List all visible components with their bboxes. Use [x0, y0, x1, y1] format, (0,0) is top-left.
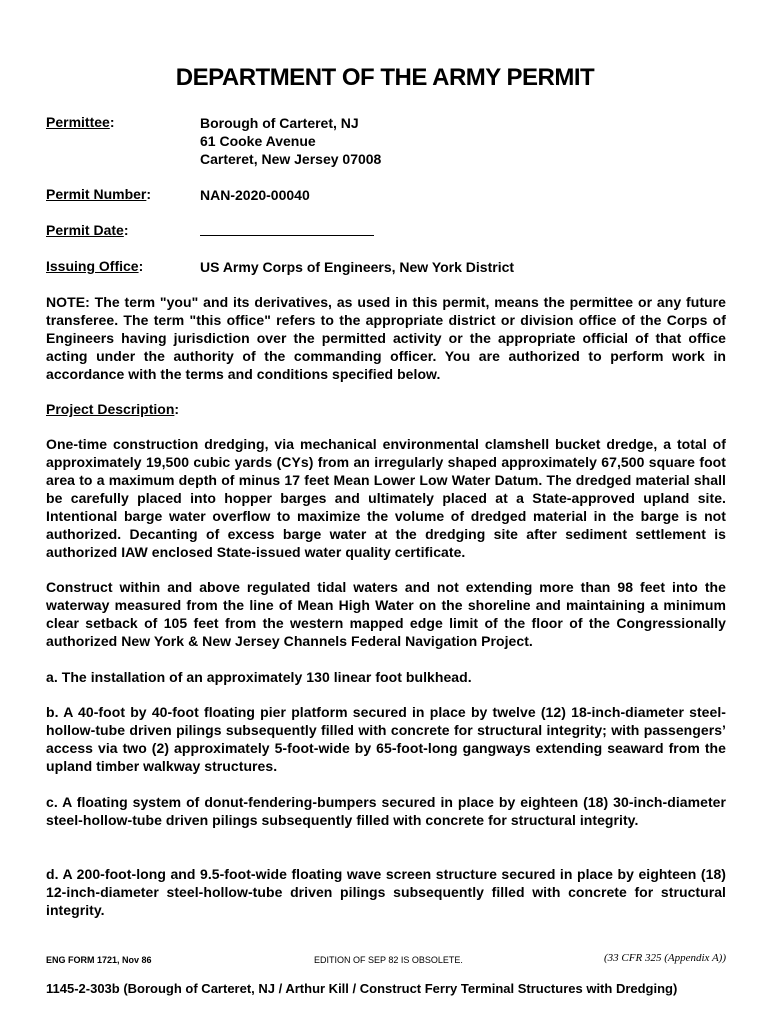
permittee-street: 61 Cooke Avenue: [200, 133, 316, 149]
permit-date-blank-line: [200, 223, 374, 236]
permittee-city: Carteret, New Jersey 07008: [200, 151, 382, 167]
form-number: ENG FORM 1721, Nov 86: [46, 955, 152, 965]
permit-date-label-colon: :: [123, 222, 129, 238]
project-description-heading: [46, 401, 179, 417]
document-reference: 1145-2-303b (Borough of Carteret, NJ / Arthur Kill / Construct Ferry Terminal Structures with Dredging): [46, 981, 678, 996]
issuing-office-value: US Army Corps of Engineers, New York District: [200, 259, 515, 275]
edition-notice: EDITION OF SEP 82 IS OBSOLETE.: [314, 955, 463, 965]
permit-number-label: [46, 186, 151, 202]
item-b-paragraph: b. A 40-foot by 40-foot floating pier platform secured in place by twelve (12) 18-inch-diameter steel-hollow-tube driven pilings subsequently filled with concrete for structural integrity; with passengers’ access via two (2) approximately 5-foot-wide by 65-foot-long gangways extending seaward from the upland timber walkway structures.: [46, 704, 726, 774]
permittee-label: [46, 114, 114, 130]
permit-number-label-text: Permit Number: [46, 186, 147, 202]
permittee-address: [200, 114, 381, 168]
permit-date-value: [200, 222, 374, 240]
cfr-citation: (33 CFR 325 (Appendix A)): [604, 952, 726, 964]
issuing-office-label: [46, 258, 143, 274]
permit-date-label: [46, 222, 128, 238]
permit-number-label-colon: :: [146, 186, 152, 202]
item-a-paragraph: a. The installation of an approximately 130 linear foot bulkhead.: [46, 669, 472, 685]
issuing-office-label-colon: :: [138, 258, 144, 274]
permit-date-label-text: Permit Date: [46, 222, 124, 238]
note-paragraph: NOTE: The term "you" and its derivatives, as used in this permit, means the permittee or any future transferee. The term "this office" refers to the appropriate district or division office of the Corps of Engineers having jurisdiction over the permitted activity or the appropriate official of that office acting under the authority of the commanding officer. You are authorized to perform work in accordance with the terms and conditions specified below.: [46, 294, 726, 382]
permittee-label-colon: :: [109, 114, 115, 130]
document-title: DEPARTMENT OF THE ARMY PERMIT: [175, 64, 595, 91]
dredging-paragraph: One-time construction dredging, via mechanical environmental clamshell bucket dredge, a total of approximately 19,500 cubic yards (CYs) from an irregularly shaped approximately 67,500 square foot area to a maximum depth of minus 17 feet Mean Lower Low Water Datum. The dredged material shall be carefully placed into hopper barges and ultimately placed at a State-approved upland site. Intentional barge water overflow to maximize the volume of dredged material in the barge is not authorized. Decanting of excess barge water at the dredging site after sediment settlement is authorized IAW enclosed State-issued water quality certificate.: [46, 436, 726, 560]
issuing-office-label-text: Issuing Office: [46, 258, 139, 274]
project-description-colon: :: [174, 401, 180, 417]
item-d-paragraph: d. A 200-foot-long and 9.5-foot-wide floating wave screen structure secured in place by eighteen (18) 12-inch-diameter steel-hollow-tube driven pilings subsequently filled with concrete for structural integrity.: [46, 866, 726, 918]
permittee-label-text: Permittee: [46, 114, 110, 130]
construction-paragraph: Construct within and above regulated tidal waters and not extending more than 98 feet into the waterway measured from the line of Mean High Water on the shoreline and maintaining a minimum clear setback of 105 feet from the western mapped edge limit of the floor of the Congressionally authorized New York & New Jersey Channels Federal Navigation Project.: [46, 579, 726, 649]
item-c-paragraph: c. A floating system of donut-fendering-bumpers secured in place by eighteen (18) 30-inch-diameter steel-hollow-tube driven pilings subsequently filled with concrete for structural integrity.: [46, 794, 726, 828]
project-description-label: Project Description: [46, 401, 175, 417]
permit-number-value: NAN-2020-00040: [200, 187, 310, 203]
permittee-name: Borough of Carteret, NJ: [200, 115, 359, 131]
